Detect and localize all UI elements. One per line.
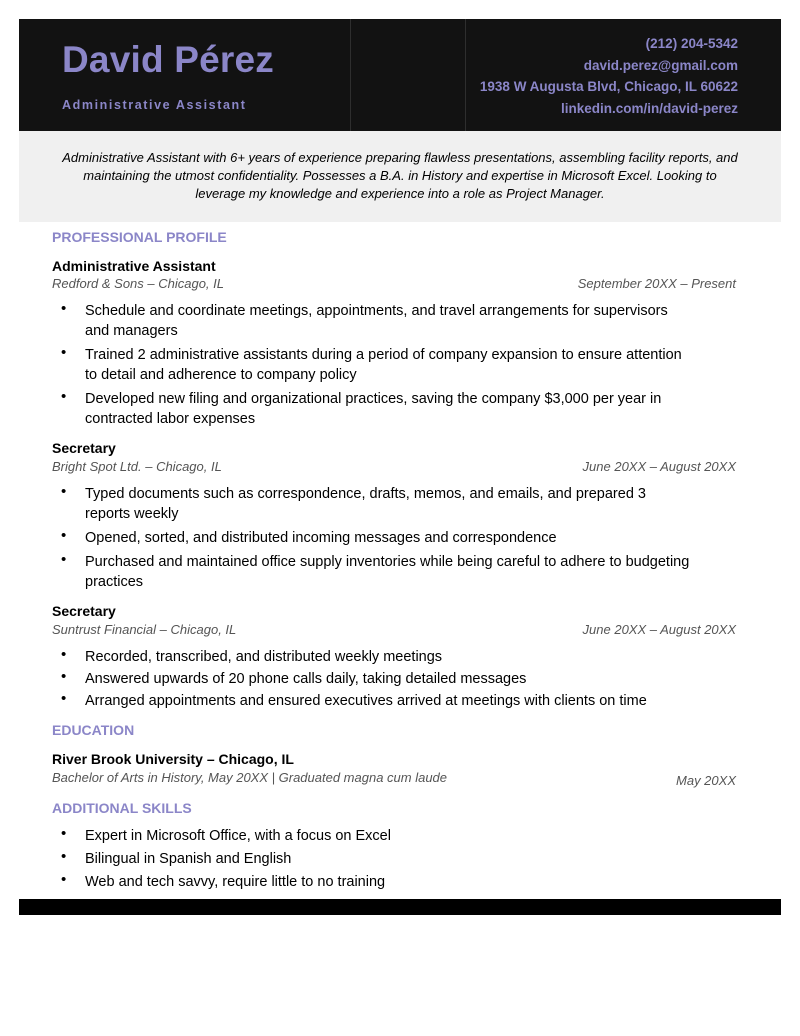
job-company: Suntrust Financial – Chicago, IL [52,622,237,637]
street-address: 1938 W Augusta Blvd, Chicago, IL 60622 [479,79,738,95]
skill-item: • Expert in Microsoft Office, with a focus on Excel [52,826,692,846]
bullet-item: • Typed documents such as correspondence, drafts, memos, and emails, and prepared 3 reports weekly [52,484,692,524]
linkedin-url: linkedin.com/in/david-perez [560,100,738,116]
summary-text: Administrative Assistant with 6+ years of experience preparing flawless presentations, assembling facility reports, and maintaining the utmost confidentiality. Possesses a B.A. in History and expertise in Microsoft Excel. Looking to leverage my knowledge and experience into a role as Project Manager. [62,150,738,201]
job-bullets [52,647,692,711]
section-heading-education: EDUCATION [52,722,135,738]
contact-block [480,33,738,119]
email-address: david.perez@gmail.com [583,57,738,73]
footer-bar [19,899,781,915]
job-dates: June 20XX – August 20XX [582,459,736,474]
job-dates: June 20XX – August 20XX [582,622,736,637]
bullet-item: • Answered upwards of 20 phone calls daily, taking detailed messages [52,669,692,689]
bullet-item: • Schedule and coordinate meetings, appointments, and travel arrangements for supervisors and managers [52,301,692,341]
header-divider [465,19,466,131]
skill-item: • Web and tech savvy, require little to no training [52,872,692,892]
summary-box [19,131,781,222]
header-divider [350,19,351,131]
job-dates: September 20XX – Present [577,276,736,291]
job-title: Secretary [52,603,116,619]
job-title: Secretary [52,440,116,456]
section-heading-skills: ADDITIONAL SKILLS [52,800,192,816]
bullet-item: • Purchased and maintained office supply inventories while being careful to adhere to budgeting practices [52,552,692,592]
job-company: Redford & Sons – Chicago, IL [52,276,224,291]
job-bullets [52,301,692,429]
bullet-item: • Trained 2 administrative assistants during a period of company expansion to ensure attention to detail and adherence to company policy [52,345,692,385]
bullet-item: • Developed new filing and organizational practices, saving the company $3,000 per year in contracted labor expenses [52,389,692,429]
bullet-item: • Recorded, transcribed, and distributed weekly meetings [52,647,692,667]
school-name: River Brook University – Chicago, IL [52,751,294,767]
degree-info: Bachelor of Arts in History, May 20XX | Graduated magna cum laude [52,770,448,785]
phone-number: (212) 204-5342 [645,36,738,51]
graduation-date: May 20XX [676,773,736,788]
job-company: Bright Spot Ltd. – Chicago, IL [52,459,222,474]
bullet-item: • Arranged appointments and ensured executives arrived at meetings with clients on time [52,691,692,711]
skill-item: • Bilingual in Spanish and English [52,849,692,869]
section-heading-profile: PROFESSIONAL PROFILE [52,229,227,245]
job-title: Administrative Assistant [52,258,216,274]
bullet-item: • Opened, sorted, and distributed incoming messages and correspondence [52,528,692,548]
job-bullets [52,484,692,592]
candidate-title: Administrative Assistant [62,98,247,112]
resume-header [19,19,781,131]
skills-list [52,826,692,892]
candidate-name: David Pérez [62,39,274,80]
